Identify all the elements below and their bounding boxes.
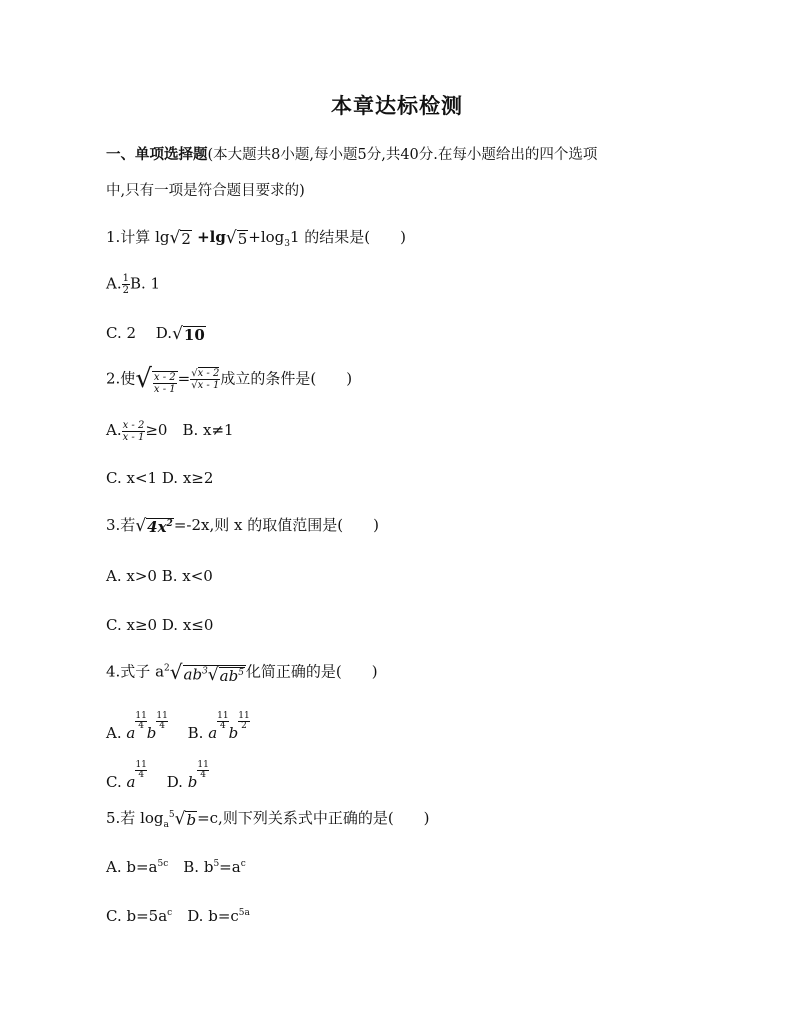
q4-prefix: 4.式子 a	[106, 662, 165, 681]
q1-tail: 1 的结果是( )	[289, 228, 407, 246]
q3-radicand: 4x	[147, 518, 167, 537]
q4-a-exp-a	[135, 712, 146, 731]
q4-d-var-b: b	[187, 773, 198, 791]
q4-a-exp-b-num: 11	[156, 711, 168, 721]
q4-c-exp-den: 4	[138, 770, 145, 780]
q1-option-a-den: 2	[122, 285, 129, 296]
question-4-options-cd	[106, 761, 209, 792]
question-5-stem	[106, 807, 430, 830]
q1-option-b: B. 1	[129, 274, 161, 293]
question-1-stem	[106, 226, 406, 249]
q4-c-exp-num: 11	[135, 760, 147, 770]
q2-fraction-2	[190, 368, 220, 391]
q2-opt-a-num: x - 2	[122, 419, 145, 431]
q4-b-exp-b	[238, 712, 249, 731]
q3-tail: =-2x,则 x 的取值范围是( )	[173, 516, 379, 534]
q5-option-b-rest: =a	[219, 858, 241, 876]
q1-option-cd: C. 2 D.	[106, 324, 173, 342]
q1-log-base: 3	[284, 239, 290, 249]
q4-option-c-label: C.	[106, 773, 122, 791]
q2-option-a-rest: ≥0 B. x≠1	[145, 421, 234, 439]
q4-a-exp-a-num: 11	[135, 711, 147, 721]
q1-mid: +lg	[191, 228, 226, 246]
q4-option-b-label: B.	[172, 724, 204, 742]
q2-opt-a-den: x - 1	[122, 431, 145, 443]
q4-d-exp	[197, 761, 208, 780]
q4-b-var-a: a	[208, 724, 218, 742]
question-1-options-cd	[106, 322, 206, 344]
q4-b-var-b: b	[228, 724, 239, 742]
q2-sqrt-fraction: √ $\frac{x - 2}{x - 1}$	[135, 364, 176, 395]
q4-a-exp: 2	[164, 663, 170, 674]
question-3-stem	[106, 514, 379, 536]
q5-option-a-exp: 5c	[157, 859, 169, 869]
q4-a-var-a: a	[126, 724, 136, 742]
q4-a-exp-b-den: 4	[159, 721, 165, 731]
q4-inner-exp: 5	[238, 668, 244, 679]
question-5-options-cd	[106, 905, 250, 926]
q4-b-exp-b-num: 11	[238, 711, 250, 721]
q4-option-d-label: D.	[151, 773, 183, 791]
question-1-options-ab	[106, 273, 160, 296]
section-intro-text: (本大题共8小题,每小题5分,共40分.在每小题给出的四个选项	[207, 147, 598, 163]
q4-b-exp-a-den: 4	[220, 721, 226, 731]
q1-sqrt-5: √5	[225, 228, 248, 249]
q5-log-base: a	[163, 820, 169, 830]
q1-radicand-5: 5	[237, 230, 248, 249]
question-5-options-ab	[106, 856, 246, 877]
q4-b-exp-a-num: 11	[217, 711, 229, 721]
q5-option-c-exp: c	[167, 908, 173, 918]
q2-f2-den: x - 1	[197, 380, 220, 391]
q1-option-a-num: 1	[122, 273, 129, 284]
question-3-options-cd: C. x≥0 D. x≤0	[106, 616, 214, 634]
q1-radicand-2: 2	[181, 230, 191, 249]
q2-f2-num: x - 2	[197, 368, 220, 379]
section-intro-line2: 中,只有一项是符合题目要求的)	[106, 183, 305, 199]
q4-b-exp-a	[217, 712, 228, 731]
q5-option-a: A. b=a	[106, 858, 158, 876]
q4-outer-exp: 3	[202, 666, 208, 677]
q2-f1-num: x - 2	[153, 372, 176, 383]
question-2-stem	[106, 364, 352, 395]
q5-option-d: D. b=c	[172, 907, 239, 925]
q1-option-a-fraction	[122, 273, 130, 296]
q1-prefix: 1.计算 lg	[106, 228, 170, 246]
q4-a-var-b: b	[146, 724, 157, 742]
q4-d-exp-num: 11	[197, 760, 209, 770]
q4-outer-radicand: ab	[183, 665, 203, 684]
q4-a-exp-b	[156, 712, 167, 731]
q2-fraction-1	[153, 372, 177, 395]
question-4-stem	[106, 660, 378, 685]
q5-option-b-exp: 5	[213, 859, 220, 869]
q5-radicand: b	[186, 811, 197, 830]
q4-option-a-label: A.	[106, 724, 122, 742]
q4-c-exp	[135, 761, 146, 780]
q4-inner-sqrt: $√ab^5$	[207, 665, 244, 686]
section-heading: 一、单项选择题	[106, 147, 208, 163]
q5-sqrt: √b	[174, 809, 197, 830]
q5-prefix: 5.若 log	[106, 809, 164, 827]
q4-inner-under	[219, 667, 245, 685]
q1-sqrt-2: √2	[169, 228, 191, 249]
q2-tail: 成立的条件是( )	[220, 369, 353, 388]
q5-option-c: C. b=5a	[106, 907, 168, 925]
q4-tail: 化简正确的是( )	[245, 662, 378, 681]
q2-f2-den-wrap: √x - 1	[191, 380, 220, 391]
section-intro-line1	[106, 143, 597, 164]
q4-a-exp-a-den: 4	[138, 721, 144, 731]
q4-outer-sqrt: $√ab^3√ab^5$	[169, 660, 244, 686]
q1-option-d-sqrt: √10	[172, 324, 205, 345]
q5-option-b: B. b	[168, 858, 214, 876]
q3-radicand-wrap	[146, 518, 174, 536]
question-2-options-ab	[106, 419, 234, 443]
q1-option-a-label: A.	[106, 274, 122, 293]
q2-option-a-label: A.	[106, 421, 122, 439]
q5-option-d-exp: 5a	[238, 908, 250, 918]
q4-inner-radicand: ab	[219, 667, 239, 686]
q4-d-exp-den: 4	[200, 770, 206, 780]
question-4-options-ab	[106, 712, 250, 743]
q3-prefix: 3.若	[106, 516, 136, 534]
q2-f2-num-wrap: √x - 2	[191, 368, 220, 379]
q3-sqrt: $√4x^2$	[135, 516, 173, 537]
q1-log: +log	[248, 228, 285, 246]
q5-option-b-rest-exp: c	[240, 859, 246, 869]
q2-sqrt-under	[152, 371, 178, 395]
q3-radicand-exp: 2	[166, 519, 173, 530]
question-3-options-ab: A. x>0 B. x<0	[106, 567, 213, 585]
page-title: 本章达标检测	[331, 94, 463, 118]
q4-c-var-a: a	[126, 773, 136, 791]
q4-outer-under	[183, 665, 246, 685]
q5-tail: =c,则下列关系式中正确的是( )	[197, 809, 430, 827]
q2-prefix: 2.使	[106, 369, 136, 388]
q2-equals: =	[177, 369, 191, 388]
q2-f1-den: x - 1	[153, 384, 176, 395]
question-2-options-cd: C. x<1 D. x≥2	[106, 469, 214, 487]
q5-root-index: 5	[168, 810, 175, 820]
q2-option-a-fraction	[122, 420, 146, 443]
q4-b-exp-b-den: 2	[241, 721, 247, 731]
q1-option-d-radicand: 10	[183, 326, 205, 345]
